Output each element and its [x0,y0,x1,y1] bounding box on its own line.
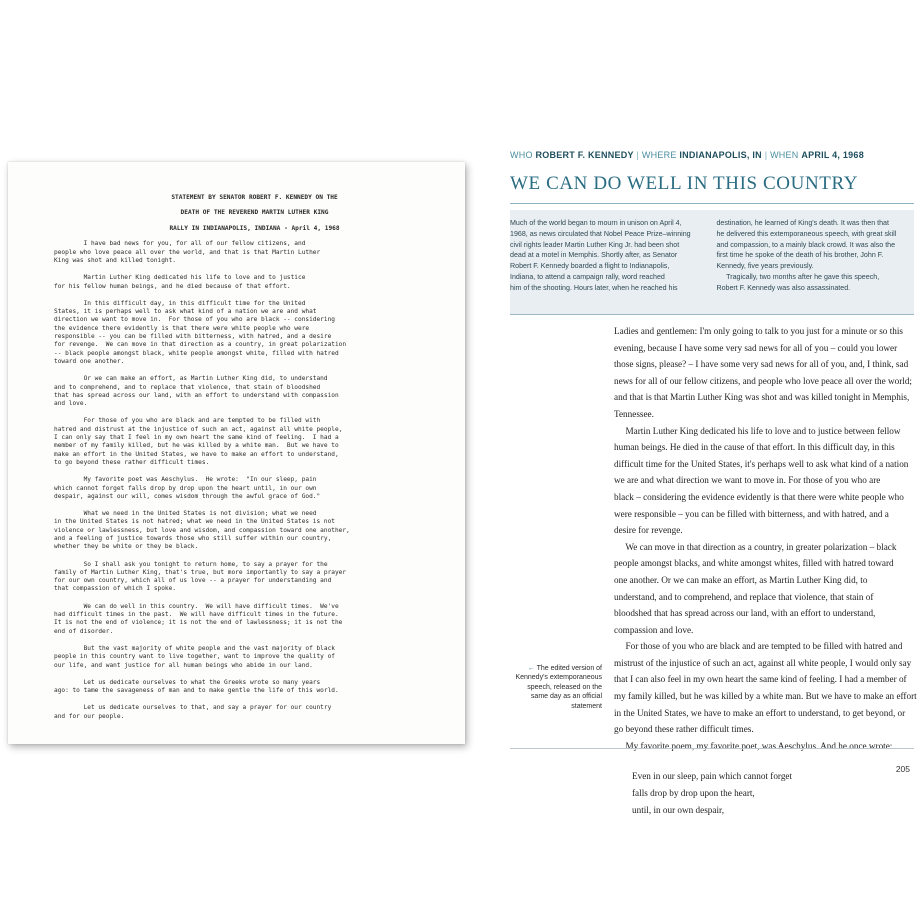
intro-line: civil rights leader Martin Luther King Jr. had been shot [510,240,680,249]
intro-line: Tragically, two months after he gave this speech, [716,272,880,281]
speech-body [614,323,918,754]
side-caption [514,664,602,711]
typed-line: responsible -- you can be filled with bitterness, with hatred, and a desire [54,333,332,341]
typed-line: Let us dedicate ourselves to that, and say a prayer for our country [54,704,332,712]
typed-statement-page [8,162,465,744]
typed-paragraph [54,300,435,366]
when-value: APRIL 4, 1968 [801,150,864,160]
speech-line: one another. Or we can make an effort, as Martin Luther King did, to [614,574,868,585]
typed-line: end of disorder. [54,627,114,635]
typed-line: our life, and want justice for all human beings who abide in our land. [54,661,313,669]
typed-line: that compassion of which I spoke. [54,585,177,593]
typed-line: What we need in the United States is not division; what we need [54,510,317,518]
typed-line: My favorite poet was Aeschylus. He wrote: "In our sleep, pain [54,476,317,484]
typed-line: people in this country want to live together, want to improve the quality of [54,653,335,661]
intro-line: Robert F. Kennedy was also assassinated. [716,283,851,292]
typed-line: Or we can make an effort, as Martin Luther King did, to understand [54,375,328,383]
typed-paragraph [54,417,435,467]
typed-heading-line: DEATH OF THE REVEREND MARTIN LUTHER KING [180,209,329,217]
intro-line: and compassion, to a mainly black crowd. It was also the [716,240,896,249]
footer-divider [510,748,914,749]
typed-line: that has spread across our land, with an effort to understand with compassion [54,391,339,399]
speech-line: mistrust of the injustice of such an act, against all white people, I would only say [614,657,912,668]
typed-line: for revenge. We can move in that direction as a country, in great polarization [54,341,347,349]
typed-line: and for our people. [54,712,125,720]
typed-line: But the vast majority of white people and the vast majority of black [54,644,335,652]
typed-line: had difficult times in the past. We will have difficult times in the future. [54,611,339,619]
poem-quote [614,768,918,818]
typed-line: violence or lawlessness, but love and wisdom, and compassion toward one another, [54,526,350,534]
speech-line: Ladies and gentlemen: I'm only going to talk to you just for a minute or so this [614,326,903,336]
caption-line: same day as an official [530,693,602,701]
speech-line: in the United States, we have to make an effort to understand, to get beyond, or [614,707,906,718]
intro-line: him of the shooting. Hours later, when he reached his [510,283,678,292]
intro-column-right [716,218,911,314]
typed-line: Let us dedicate ourselves to what the Greeks wrote so many years [54,678,321,686]
typed-line: It is not the end of violence; it is not the end of lawlessness; it is not the [54,619,343,627]
speech-line: people amongst blacks, and white amongst whites, filled with hatred toward [614,558,894,569]
typed-paragraph [54,561,435,594]
intro-line: 1968, as news circulated that Nobel Peace Prize–winning [510,229,691,238]
typed-line: direction we want to move in. For those of you who are black -- considering [54,316,335,324]
left-arrow-icon: ← [527,665,535,672]
speech-line: desire for revenge. [614,525,683,536]
when-label: WHEN [770,150,799,160]
intro-box [510,210,914,314]
typed-line: In this difficult day, in this difficult time for the United [54,299,306,307]
speech-line: evening, because I have some very sad news for all of you – could you lower [614,342,898,353]
book-page [510,150,917,815]
typed-line: despair, against our will, comes wisdom through the awful grace of God." [54,492,321,500]
typed-line: States, it is perhaps well to ask what kind of a nation we are and what [54,308,317,316]
who-value: ROBERT F. KENNEDY [535,150,634,160]
typed-heading-line: RALLY IN INDIANAPOLIS, INDIANA - April 4, 1968 [169,224,340,232]
intro-line: Robert F. Kennedy boarded a flight to Indianapolis, [510,262,670,271]
meta-separator: | [636,150,640,160]
typed-line: -- black people amongst black, white people amongst white, filled with hatred [54,349,339,357]
typed-body [54,240,435,721]
typed-paragraph [54,476,435,501]
poem-line: until, in our own despair, [632,804,725,815]
speech-line: that I can also feel in my own heart the same kind of feeling. I had a member of [614,674,907,685]
speech-line: bloodshed that has spread across our land, with an effort to understand, [614,608,876,619]
typed-line: So I shall ask you tonight to return home, to say a prayer for the [54,560,328,568]
typed-paragraph [54,240,435,265]
where-label: WHERE [641,150,677,160]
typed-line: member of my family killed, but he was killed by a white man. But we have to [54,442,339,450]
poem-line: Even in our sleep, pain which cannot forget [632,771,793,782]
typed-line: and to comprehend, and to replace that violence, that stain of bloodshed [54,383,321,391]
typed-line: Martin Luther King dedicated his life to love and to justice [54,274,306,282]
typed-heading [74,194,435,233]
typed-line: which cannot forget falls drop by drop upon the heart until, in our own [54,484,317,492]
typed-line: make an effort in the United States, we have to make an effort to understand, [54,450,339,458]
speech-text [614,323,918,818]
intro-column-left [510,218,716,314]
speech-line: black – considering the evidence evidently is that there were white people who [614,491,904,502]
typed-line: family of Martin Luther King, that's true, but more importantly to say a prayer [54,568,347,576]
speech-line: Tennessee. [614,408,654,419]
typed-line: for his fellow human beings, and he died because of that effort. [54,282,291,290]
who-label: WHO [510,150,533,160]
poem-line: falls drop by drop upon the heart, [632,788,755,799]
typed-paragraph [54,375,435,408]
typed-line: toward one another. [54,357,125,365]
speech-line: and that is that Martin Luther King was shot and was killed tonight in Memphis, [614,392,910,403]
typed-line: to go beyond these rather difficult times. [54,458,210,466]
speech-line: compassion and love. [614,624,694,635]
speech-line: We can move in that direction as a country, in greater polarization – black [614,541,897,552]
intro-line: dead at a motel in Memphis. Shortly after, as Senator [510,251,678,260]
typed-paragraph [54,645,435,670]
speech-line: Martin Luther King dedicated his life to love and to justice between fellow [614,425,901,436]
speech-line: my family killed, but he was killed by a white man. But we have to make an effort [614,691,917,702]
typed-line: and a feeling of justice towards those who still suffer within our country, [54,535,332,542]
speech-line: difficult time for the United States, it's perhaps well to ask what kind of a nation [614,458,909,469]
intro-line: he delivered this extemporaneous speech, with great skill [716,229,897,238]
speech-line: understand, and to comprehend, and replace that violence, that stain of [614,591,874,602]
typed-line: in the United States is not hatred; what we need in the United States is not [54,518,335,526]
typed-line: I can only say that I feel in my own heart the same kind of feeling. I had a [54,434,339,442]
typed-line: for our own country, which all of us love -- a prayer for understanding and [54,577,332,585]
intro-line: destination, he learned of King's death. It was then that [716,219,889,227]
page-number: 205 [895,764,910,774]
typed-line: whether they be white or they be black. [54,543,199,551]
caption-line: statement [571,702,602,710]
speech-line: those signs, please? – I have some very sad news for all of you, and, I think, sad [614,359,909,370]
meta-separator: | [764,150,768,160]
speech-line: My favorite poem, my favorite poet, was Aeschylus. And he once wrote: [614,740,893,751]
intro-line: Much of the world began to mourn in unison on April 4, [510,219,682,227]
typed-line: people who love peace all over the world, and that is that Martin Luther [54,248,321,256]
intro-line: Indiana, to attend a campaign rally, word reached [510,272,665,281]
caption-line: Kennedy's extemporaneous [515,674,602,682]
intro-divider [510,314,914,315]
typed-paragraph [54,510,435,551]
intro-line: Kennedy, five years previously. [716,262,814,271]
typed-line: King was shot and killed tonight. [54,256,177,264]
speech-line: For those of you who are black and are tempted to be filled with hatred and [614,641,903,652]
page-title: WE CAN DO WELL IN THIS COUNTRY [510,173,914,204]
typed-paragraph [54,603,435,636]
where-value: INDIANAPOLIS, IN [679,150,762,160]
typed-line: and love. [54,400,88,408]
caption-line: The edited version of [536,665,602,672]
speech-line: human beings. He died in the cause of that effort. In this difficult day, in this [614,442,895,453]
typed-line: We can do well in this country. We will have difficult times. We've [54,602,339,610]
typed-line: ago: to tame the savageness of man and to make gentle the life of this world. [54,687,339,695]
intro-line: first time he spoke of the death of his brother, John F. [716,251,884,260]
typed-line: the evidence there evidently is that there were white people who were [54,324,310,332]
typed-line: hatred and distrust at the injustice of such an act, against all white people, [54,425,343,433]
typed-heading-line: STATEMENT BY SENATOR ROBERT F. KENNEDY ON THE [171,194,338,201]
typed-paragraph [54,274,435,291]
meta-line [510,150,914,160]
typed-paragraph [54,704,435,721]
typed-paragraph [54,679,435,696]
speech-line: news for all of our fellow citizens, and people who love peace all over the world; [614,375,912,386]
typed-line: For those of you who are black and are tempted to be filled with [54,417,321,425]
speech-line: we are and what direction we want to move in. For those of you who are [614,475,881,486]
speech-line: go beyond these rather difficult times. [614,724,754,735]
speech-line: were responsible – you can be filled with bitterness, and with hatred, and a [614,508,889,519]
caption-line: speech, released on the [527,683,602,691]
typed-line: I have bad news for you, for all of our fellow citizens, and [54,240,306,248]
